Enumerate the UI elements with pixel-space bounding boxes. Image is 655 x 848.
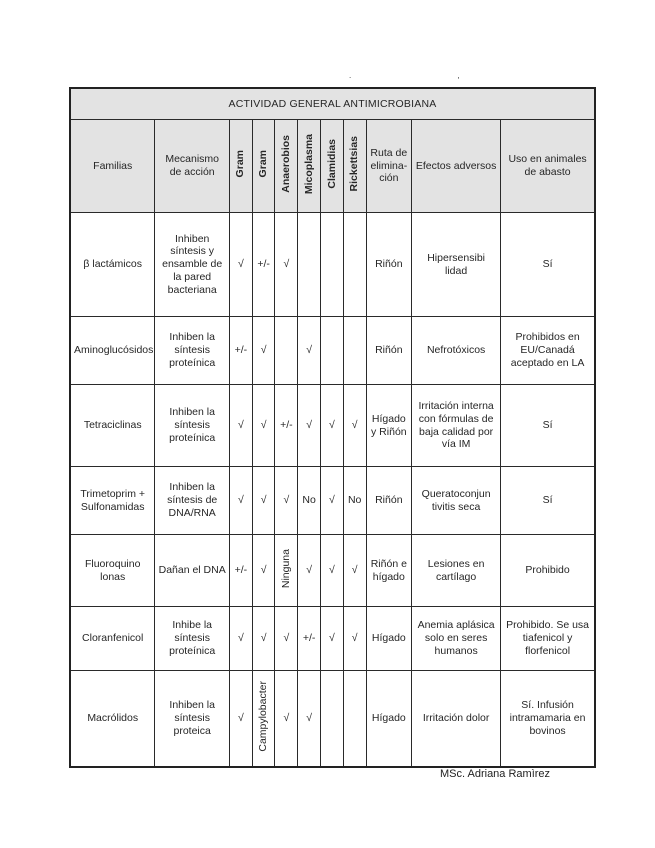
cell-gram-neg: √ — [252, 317, 275, 385]
table-row — [70, 213, 595, 317]
table-row — [70, 385, 595, 467]
cell-micoplasma: √ — [298, 535, 321, 607]
header-gram-pos — [229, 120, 252, 213]
cell-clamidias: √ — [321, 535, 344, 607]
cell-gram-neg: √ — [252, 535, 275, 607]
antimicrobial-activity-table — [69, 87, 596, 768]
cell-uso: Sí — [501, 467, 595, 535]
author-signature: MSc. Adriana Ramìrez — [440, 768, 551, 780]
cell-gram-pos: √ — [229, 607, 252, 671]
cell-clamidias — [321, 317, 344, 385]
header-row — [70, 120, 595, 213]
cell-anaerobios: √ — [275, 213, 298, 317]
cell-familia: β lactámicos — [70, 213, 155, 317]
cell-mecanismo: Inhiben la síntesis proteínica — [155, 317, 230, 385]
cell-efectos: Irritación interna con fórmulas de baja calidad por vía IM — [412, 385, 501, 467]
cell-efectos: Irritación dolor — [412, 671, 501, 767]
table-row — [70, 467, 595, 535]
cell-anaerobios: √ — [275, 467, 298, 535]
cell-gram-pos: √ — [229, 671, 252, 767]
cell-micoplasma: +/- — [298, 607, 321, 671]
header-micoplasma-label: Micoplasma — [302, 134, 315, 195]
cell-anaerobios: √ — [275, 671, 298, 767]
cell-mecanismo: Inhiben la síntesis de DNA/RNA — [155, 467, 230, 535]
cell-gram-neg — [252, 671, 275, 767]
cell-gram-pos: +/- — [229, 317, 252, 385]
cell-ruta: Riñón e hígado — [366, 535, 412, 607]
cell-familia: Macrólidos — [70, 671, 155, 767]
cell-ruta: Hígado — [366, 671, 412, 767]
cell-clamidias: √ — [321, 467, 344, 535]
cell-familia: Tetraciclinas — [70, 385, 155, 467]
table-row — [70, 317, 595, 385]
cell-uso: Prohibido — [501, 535, 595, 607]
cell-rickettsias — [343, 671, 366, 767]
cell-uso: Sí — [501, 385, 595, 467]
cell-anaerobios: +/- — [275, 385, 298, 467]
cell-mecanismo: Inhiben la síntesis proteica — [155, 671, 230, 767]
cell-rickettsias: √ — [343, 535, 366, 607]
cell-familia: Trimetoprim + Sulfonamidas — [70, 467, 155, 535]
cell-micoplasma: No — [298, 467, 321, 535]
cell-ruta: Hígado y Riñón — [366, 385, 412, 467]
header-mecanismo: Mecanismo de acción — [155, 120, 230, 213]
cell-familia: Fluoroquino lonas — [70, 535, 155, 607]
cell-gram-pos: √ — [229, 213, 252, 317]
header-anaerobios — [275, 120, 298, 213]
cell-rickettsias — [343, 317, 366, 385]
top-stray-marks: . , — [349, 71, 512, 80]
cell-gram-neg: +/- — [252, 213, 275, 317]
cell-gram-neg: √ — [252, 467, 275, 535]
header-gram-pos-label: Gram — [234, 150, 247, 178]
cell-efectos: Nefrotóxicos — [412, 317, 501, 385]
cell-rickettsias: √ — [343, 385, 366, 467]
cell-rickettsias: No — [343, 467, 366, 535]
cell-clamidias: √ — [321, 607, 344, 671]
cell-anaerobios: √ — [275, 607, 298, 671]
cell-rickettsias — [343, 213, 366, 317]
cell-ruta: Riñón — [366, 213, 412, 317]
header-familias: Familias — [70, 120, 155, 213]
cell-micoplasma — [298, 213, 321, 317]
table-row — [70, 607, 595, 671]
header-micoplasma — [298, 120, 321, 213]
cell-mecanismo: Dañan el DNA — [155, 535, 230, 607]
cell-clamidias: √ — [321, 385, 344, 467]
cell-ruta: Riñón — [366, 467, 412, 535]
cell-uso: Prohibido. Se usa tiafenicol y florfenicol — [501, 607, 595, 671]
table-row — [70, 671, 595, 767]
header-rickettsias-label: Rickettsias — [348, 136, 361, 192]
header-clamidias — [321, 120, 344, 213]
cell-uso: Sí. Infusión intramamaria en bovinos — [501, 671, 595, 767]
cell-gram-neg-vertical: Campylobacter — [257, 681, 270, 752]
cell-efectos: Anemia aplásica solo en seres humanos — [412, 607, 501, 671]
cell-gram-pos: √ — [229, 385, 252, 467]
cell-efectos: Lesiones en cartílago — [412, 535, 501, 607]
cell-micoplasma: √ — [298, 385, 321, 467]
cell-anaerobios — [275, 535, 298, 607]
header-clamidias-label: Clamidias — [325, 139, 338, 189]
cell-gram-neg: √ — [252, 385, 275, 467]
header-rickettsias — [343, 120, 366, 213]
cell-familia: Aminoglucósidos — [70, 317, 155, 385]
header-ruta: Ruta de elimina- ción — [366, 120, 412, 213]
cell-anaerobios — [275, 317, 298, 385]
cell-uso: Prohibidos en EU/Canadá aceptado en LA — [501, 317, 595, 385]
cell-familia: Cloranfenicol — [70, 607, 155, 671]
cell-rickettsias: √ — [343, 607, 366, 671]
cell-gram-pos: +/- — [229, 535, 252, 607]
header-anaerobios-label: Anaerobios — [279, 135, 292, 193]
cell-uso: Sí — [501, 213, 595, 317]
cell-clamidias — [321, 671, 344, 767]
cell-mecanismo: Inhiben la síntesis proteínica — [155, 385, 230, 467]
cell-ruta: Hígado — [366, 607, 412, 671]
cell-micoplasma: √ — [298, 671, 321, 767]
cell-ruta: Riñón — [366, 317, 412, 385]
header-gram-neg — [252, 120, 275, 213]
cell-mecanismo: Inhibe la síntesis proteínica — [155, 607, 230, 671]
cell-clamidias — [321, 213, 344, 317]
header-gram-neg-label: Gram — [257, 150, 270, 178]
header-uso: Uso en animales de abasto — [501, 120, 595, 213]
cell-micoplasma: √ — [298, 317, 321, 385]
cell-gram-neg: √ — [252, 607, 275, 671]
table-row — [70, 535, 595, 607]
cell-mecanismo: Inhiben síntesis y ensamble de la pared bacteriana — [155, 213, 230, 317]
cell-efectos: Queratoconjun tivitis seca — [412, 467, 501, 535]
header-efectos: Efectos adversos — [412, 120, 501, 213]
cell-efectos: Hipersensibi lidad — [412, 213, 501, 317]
table-title: ACTIVIDAD GENERAL ANTIMICROBIANA — [70, 88, 595, 120]
cell-gram-pos: √ — [229, 467, 252, 535]
cell-anaerobios-vertical: Ninguna — [279, 549, 292, 589]
